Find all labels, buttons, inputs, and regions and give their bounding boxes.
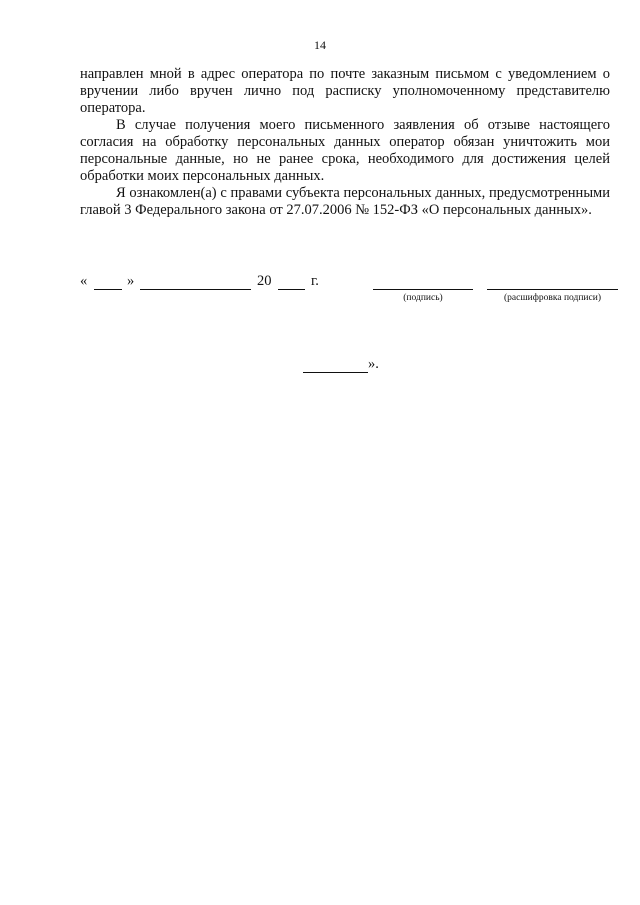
paragraph-3: Я ознакомлен(а) с правами субъекта персональных данных, предусмотренными главой 3 Федерального закона от 27.07.2006 № 152-ФЗ «О персональных данных». (80, 185, 610, 218)
closing-blank-line[interactable] (303, 358, 368, 373)
paragraph-2: В случае получения моего письменного заявления об отзыве настоящего согласия на обработку персональных данных оператор обязан уничтожить мои персональные данные, но не ранее срока, необходимого для достижения целей обработки моих персональных данных. (80, 117, 610, 184)
year-prefix: 20 (257, 273, 272, 289)
date-close-quote: » (127, 273, 135, 289)
day-blank-line[interactable] (94, 273, 122, 290)
year-blank-line[interactable] (278, 273, 305, 290)
closing-suffix: ». (368, 356, 379, 372)
month-blank-line[interactable] (140, 273, 251, 290)
year-suffix: г. (311, 273, 319, 289)
signature-row (0, 273, 640, 313)
signature-label: (подпись) (403, 293, 443, 303)
paragraph-1: направлен мной в адрес оператора по почте заказным письмом с уведомлением о вручении либо вручен лично под расписку уполномоченному представителю оператора. (80, 66, 610, 116)
decoding-blank-line[interactable] (487, 273, 618, 290)
decoding-label: (расшифровка подписи) (504, 293, 601, 303)
signature-blank-line[interactable] (373, 273, 473, 290)
date-open-quote: « (80, 273, 88, 289)
page-number: 14 (314, 38, 326, 52)
closing-line (303, 356, 379, 373)
document-body (80, 66, 610, 219)
